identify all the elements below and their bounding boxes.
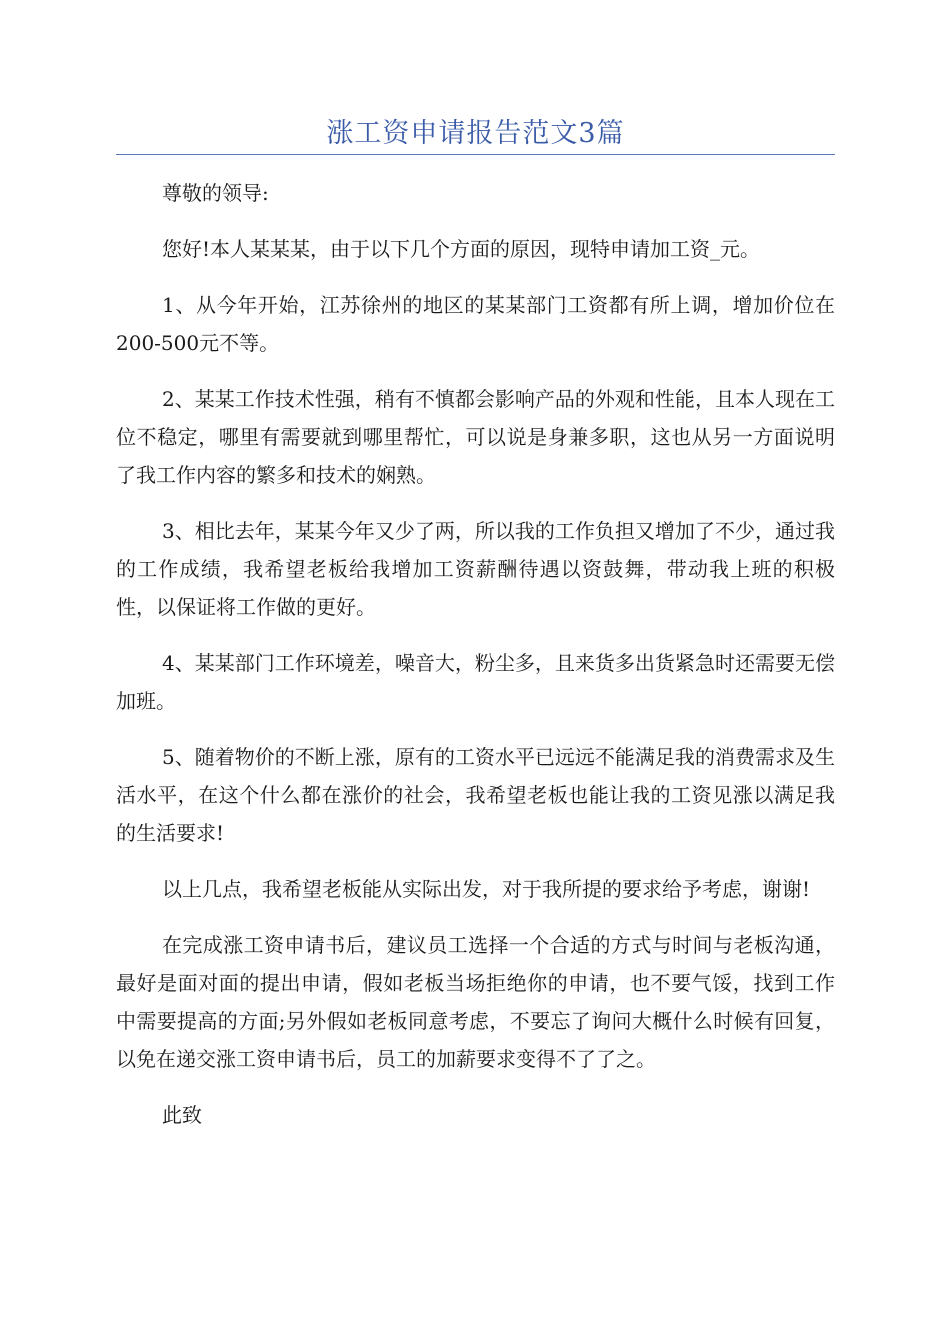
reason-2-paragraph: 2、某某工作技术性强，稍有不慎都会影响产品的外观和性能，且本人现在工位不稳定，哪里有需要就到哪里帮忙，可以说是身兼多职，这也从另一方面说明了我工作内容的繁多和技术的娴熟。 [116,387,835,487]
conclusion-paragraph: 以上几点，我希望老板能从实际出发，对于我所提的要求给予考虑，谢谢! [162,877,811,901]
advice-paragraph: 在完成涨工资申请书后，建议员工选择一个合适的方式与时间与老板沟通，最好是面对面的提出申请，假如老板当场拒绝你的申请，也不要气馁，找到工作中需要提高的方面;另外假如老板同意考虑，不要忘了询问大概什么时候有回复，以免在递交涨工资申请书后，员工的加薪要求变得不了了之。 [116,933,835,1071]
reason-1-paragraph: 1、从今年开始，江苏徐州的地区的某某部门工资都有所上调，增加价位在200-500元不等。 [116,293,835,355]
reason-3-paragraph: 3、相比去年，某某今年又少了两，所以我的工作负担又增加了不少，通过我的工作成绩，我希望老板给我增加工资薪酬待遇以资鼓舞，带动我上班的积极性，以保证将工作做的更好。 [116,519,835,619]
document-title: 涨工资申请报告范文3篇 [326,118,625,149]
title-underline [116,154,835,155]
closing-line: 此致 [162,1103,202,1127]
greeting-paragraph: 您好!本人某某某，由于以下几个方面的原因，现特申请加工资_元。 [162,237,761,261]
salutation: 尊敬的领导: [162,181,269,205]
document-body [116,174,835,1152]
reason-4-paragraph: 4、某某部门工作环境差，噪音大，粉尘多，且来货多出货紧急时还需要无偿加班。 [116,651,835,713]
reason-5-paragraph: 5、随着物价的不断上涨，原有的工资水平已远远不能满足我的消费需求及生活水平，在这个什么都在涨价的社会，我希望老板也能让我的工资见涨以满足我的生活要求! [116,745,835,845]
